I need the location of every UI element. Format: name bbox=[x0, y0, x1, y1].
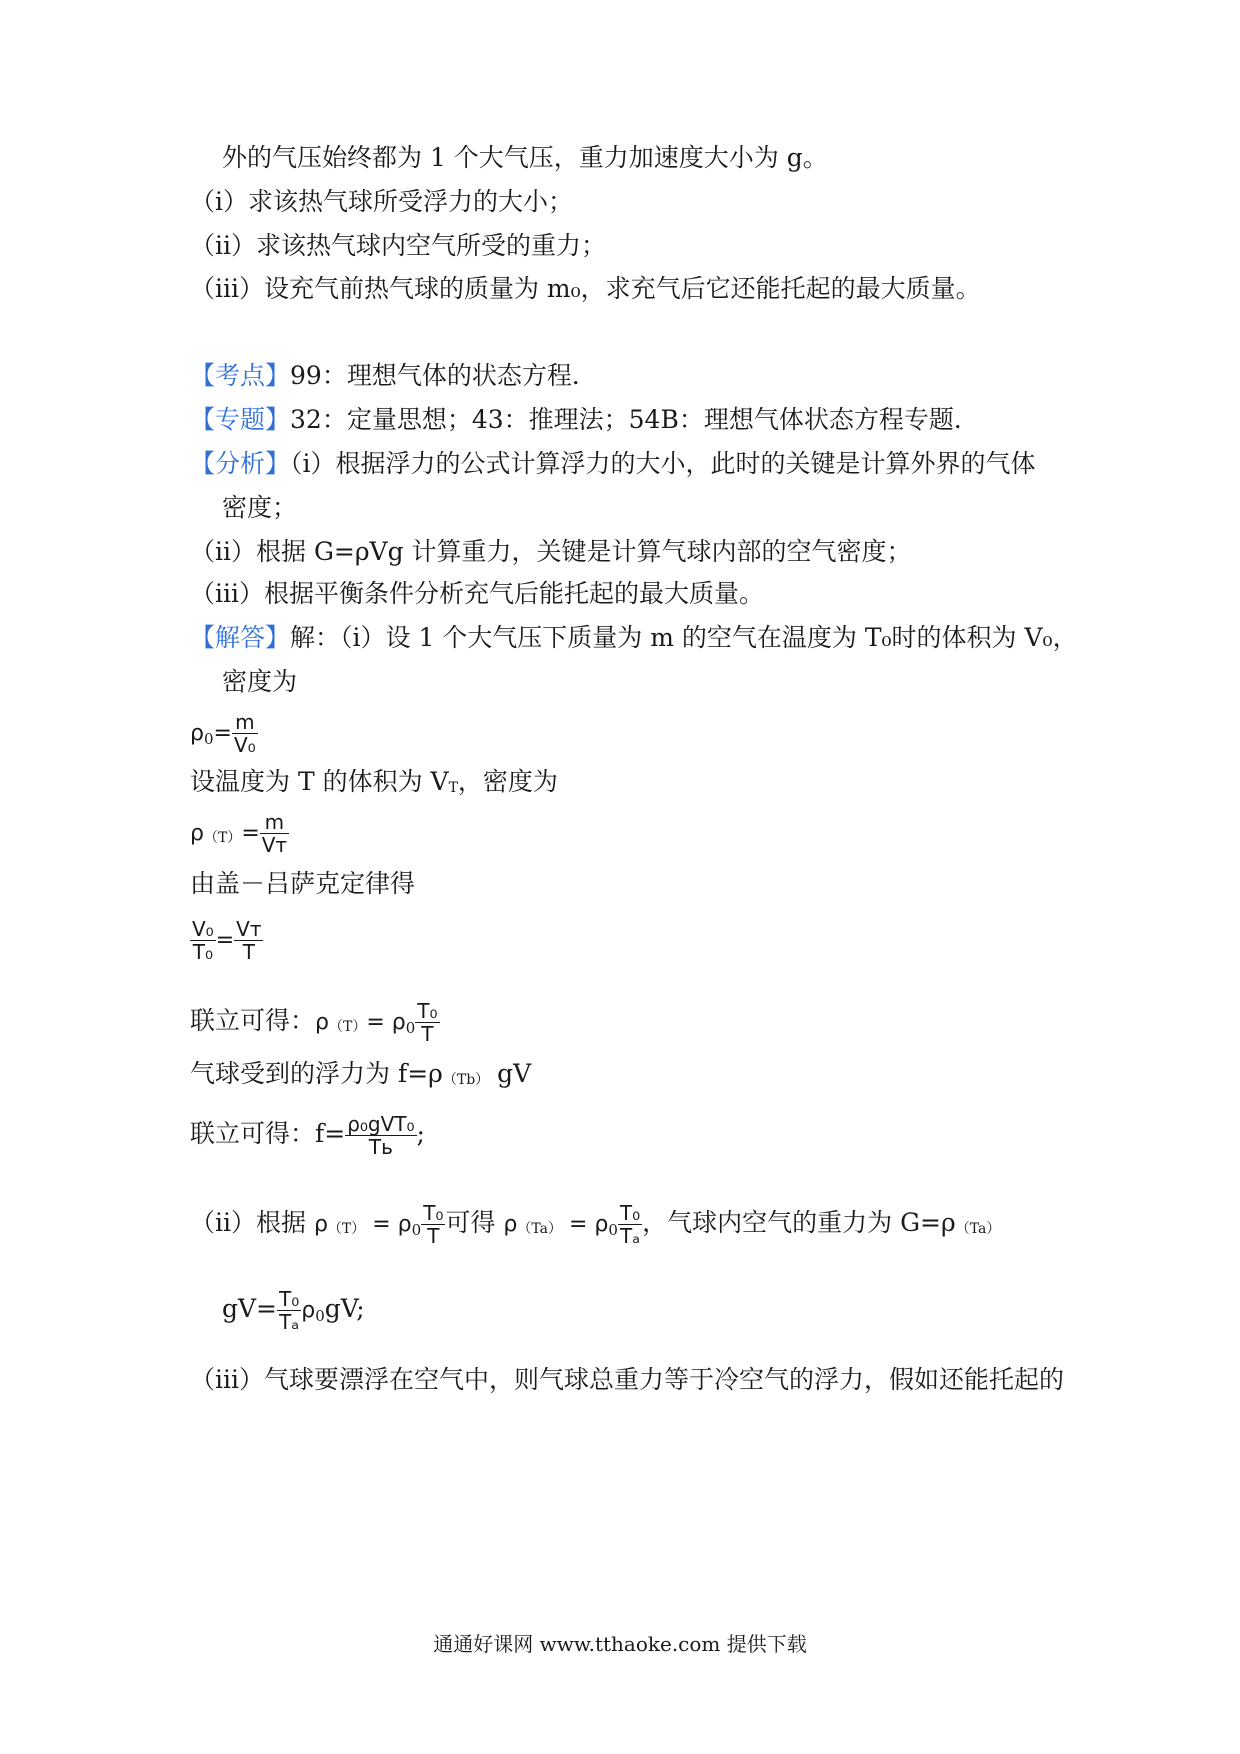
fraction-denominator: Vᴛ bbox=[261, 833, 288, 857]
fraction-numerator: Vᴛ bbox=[236, 917, 262, 941]
rho-symbol: ρ bbox=[313, 1212, 328, 1237]
zhuanti-text: 32：定量思想；43：推理法；54B：理想气体状态方程专题． bbox=[290, 405, 979, 434]
fenxi-tag: 【分析】 bbox=[190, 449, 291, 478]
fenxi-line-4: （iii）根据平衡条件分析充气后能托起的最大质量。 bbox=[190, 579, 764, 608]
fraction bbox=[190, 918, 216, 963]
fraction-numerator: T₀ bbox=[417, 999, 438, 1023]
rho-subscript: 0 bbox=[608, 1221, 618, 1239]
fenxi-line-1 bbox=[190, 448, 1036, 480]
fraction-numerator: ρ₀gVT₀ bbox=[347, 1112, 415, 1136]
fraction bbox=[234, 918, 263, 963]
fraction bbox=[277, 1288, 301, 1333]
kaodian-line bbox=[190, 360, 597, 392]
equals-rho: = ρ bbox=[365, 1212, 412, 1237]
rho-subscript: （Ta） bbox=[517, 1221, 562, 1237]
fraction-denominator: V₀ bbox=[233, 733, 256, 757]
text-part: gV; bbox=[324, 1294, 365, 1323]
part-ii-result bbox=[222, 1282, 365, 1343]
equation-rho0 bbox=[190, 708, 258, 763]
jieda-line-2: 密度为 bbox=[222, 667, 298, 696]
fraction bbox=[232, 711, 258, 756]
text-part: gV bbox=[489, 1059, 532, 1088]
equals-sign: = bbox=[213, 721, 232, 746]
fraction bbox=[260, 811, 289, 856]
rho-subscript: （T） bbox=[328, 1019, 367, 1035]
text-part: ，气球内空气的重力为 G=ρ bbox=[642, 1208, 956, 1237]
text-part: ，密度为 bbox=[457, 767, 558, 796]
fraction-denominator: Tₐ bbox=[619, 1224, 641, 1248]
text-part: 气球受到的浮力为 f=ρ bbox=[190, 1059, 443, 1088]
rho-symbol: ρ bbox=[503, 1212, 518, 1237]
text-buoyancy bbox=[190, 1058, 531, 1096]
text-part: 联立可得：f= bbox=[190, 1119, 346, 1148]
fraction bbox=[415, 1000, 439, 1045]
fraction bbox=[421, 1202, 445, 1247]
zhuanti-line bbox=[190, 404, 979, 436]
rho-subscript: 0 bbox=[405, 1019, 416, 1037]
fraction-denominator: T₀ bbox=[192, 940, 213, 964]
part-ii-line bbox=[190, 1196, 1000, 1257]
text-part: gV= bbox=[222, 1294, 278, 1323]
equation-gay-lussac bbox=[190, 914, 263, 966]
text-subscript: （Ta） bbox=[955, 1221, 1001, 1237]
rho-symbol: ρ bbox=[315, 1010, 329, 1035]
question-i: （i）求该热气球所受浮力的大小； bbox=[190, 187, 573, 216]
text-gay-lussac: 由盖－吕萨克定律得 bbox=[190, 869, 416, 898]
jieda-tag: 【解答】 bbox=[190, 623, 291, 652]
fraction-denominator: T bbox=[242, 940, 255, 964]
part-iii-line: （iii）气球要漂浮在空气中，则气球总重力等于冷空气的浮力，假如还能托起的 bbox=[190, 1365, 1064, 1394]
text-part: 设温度为 T 的体积为 V bbox=[190, 767, 449, 796]
rho-symbol: ρ bbox=[190, 721, 204, 746]
text-part: 可得 bbox=[445, 1208, 504, 1237]
fenxi-text-1: （i）根据浮力的公式计算浮力的大小，此时的关键是计算外界的气体 bbox=[290, 449, 1036, 478]
rho-subscript: （T） bbox=[327, 1221, 366, 1237]
rho-subscript: 0 bbox=[315, 1307, 325, 1325]
equals-sign: = bbox=[241, 821, 260, 846]
equals-sign: = bbox=[215, 928, 235, 953]
intro-line: 外的气压始终都为 1 个大气压，重力加速度大小为 g。 bbox=[222, 143, 828, 172]
question-iii: （iii）设充气前热气球的质量为 m₀，求充气后它还能托起的最大质量。 bbox=[190, 274, 981, 303]
jieda-line-1 bbox=[190, 622, 1078, 654]
fraction-numerator: T₀ bbox=[619, 1201, 641, 1225]
equation-buoyancy bbox=[190, 1108, 425, 1160]
rho-subscript: 0 bbox=[411, 1221, 422, 1239]
rho-symbol: ρ bbox=[190, 821, 204, 846]
text-part: 联立可得： bbox=[190, 1006, 316, 1035]
text-subscript: （Tb） bbox=[442, 1072, 490, 1088]
fraction-numerator: m bbox=[260, 811, 289, 834]
rho-symbol: ρ bbox=[301, 1298, 316, 1323]
text-part: （ii）根据 bbox=[190, 1208, 314, 1237]
fenxi-line-2: 密度； bbox=[222, 493, 298, 522]
fenxi-line-3: （ii）根据 G=ρVg 计算重力，关键是计算气球内部的空气密度； bbox=[190, 537, 912, 566]
fraction-denominator: Tₐ bbox=[279, 1310, 300, 1334]
equals-rho: = ρ bbox=[366, 1010, 406, 1035]
rho-subscript: （T） bbox=[203, 830, 242, 846]
rho-subscript: 0 bbox=[203, 730, 214, 748]
kaodian-tag: 【考点】 bbox=[190, 361, 291, 390]
text-temperature-T bbox=[190, 766, 558, 804]
fraction-numerator: m bbox=[232, 711, 258, 734]
fraction-numerator: V₀ bbox=[192, 917, 214, 941]
fraction-numerator: T₀ bbox=[279, 1287, 300, 1311]
text-subscript: T bbox=[448, 780, 458, 796]
equals-rho: = ρ bbox=[561, 1212, 609, 1237]
fraction-denominator: T bbox=[427, 1224, 440, 1248]
fraction-denominator: Tь bbox=[368, 1135, 393, 1159]
kaodian-text: 99：理想气体的状态方程． bbox=[290, 361, 597, 390]
jieda-text-1: 解：（i）设 1 个大气压下质量为 m 的空气在温度为 T₀时的体积为 V₀， bbox=[290, 623, 1078, 652]
question-ii: （ii）求该热气球内空气所受的重力； bbox=[190, 231, 606, 260]
fraction-denominator: T bbox=[421, 1022, 434, 1046]
fraction bbox=[345, 1113, 416, 1158]
fraction-numerator: T₀ bbox=[423, 1201, 444, 1225]
page-footer: 通通好课网 www.tthaoke.com 提供下载 bbox=[433, 1632, 807, 1656]
zhuanti-tag: 【专题】 bbox=[190, 405, 291, 434]
equation-rhoT bbox=[190, 808, 289, 862]
fraction bbox=[618, 1202, 642, 1247]
text-part: ; bbox=[416, 1119, 425, 1148]
equation-combined-rho bbox=[190, 996, 440, 1053]
